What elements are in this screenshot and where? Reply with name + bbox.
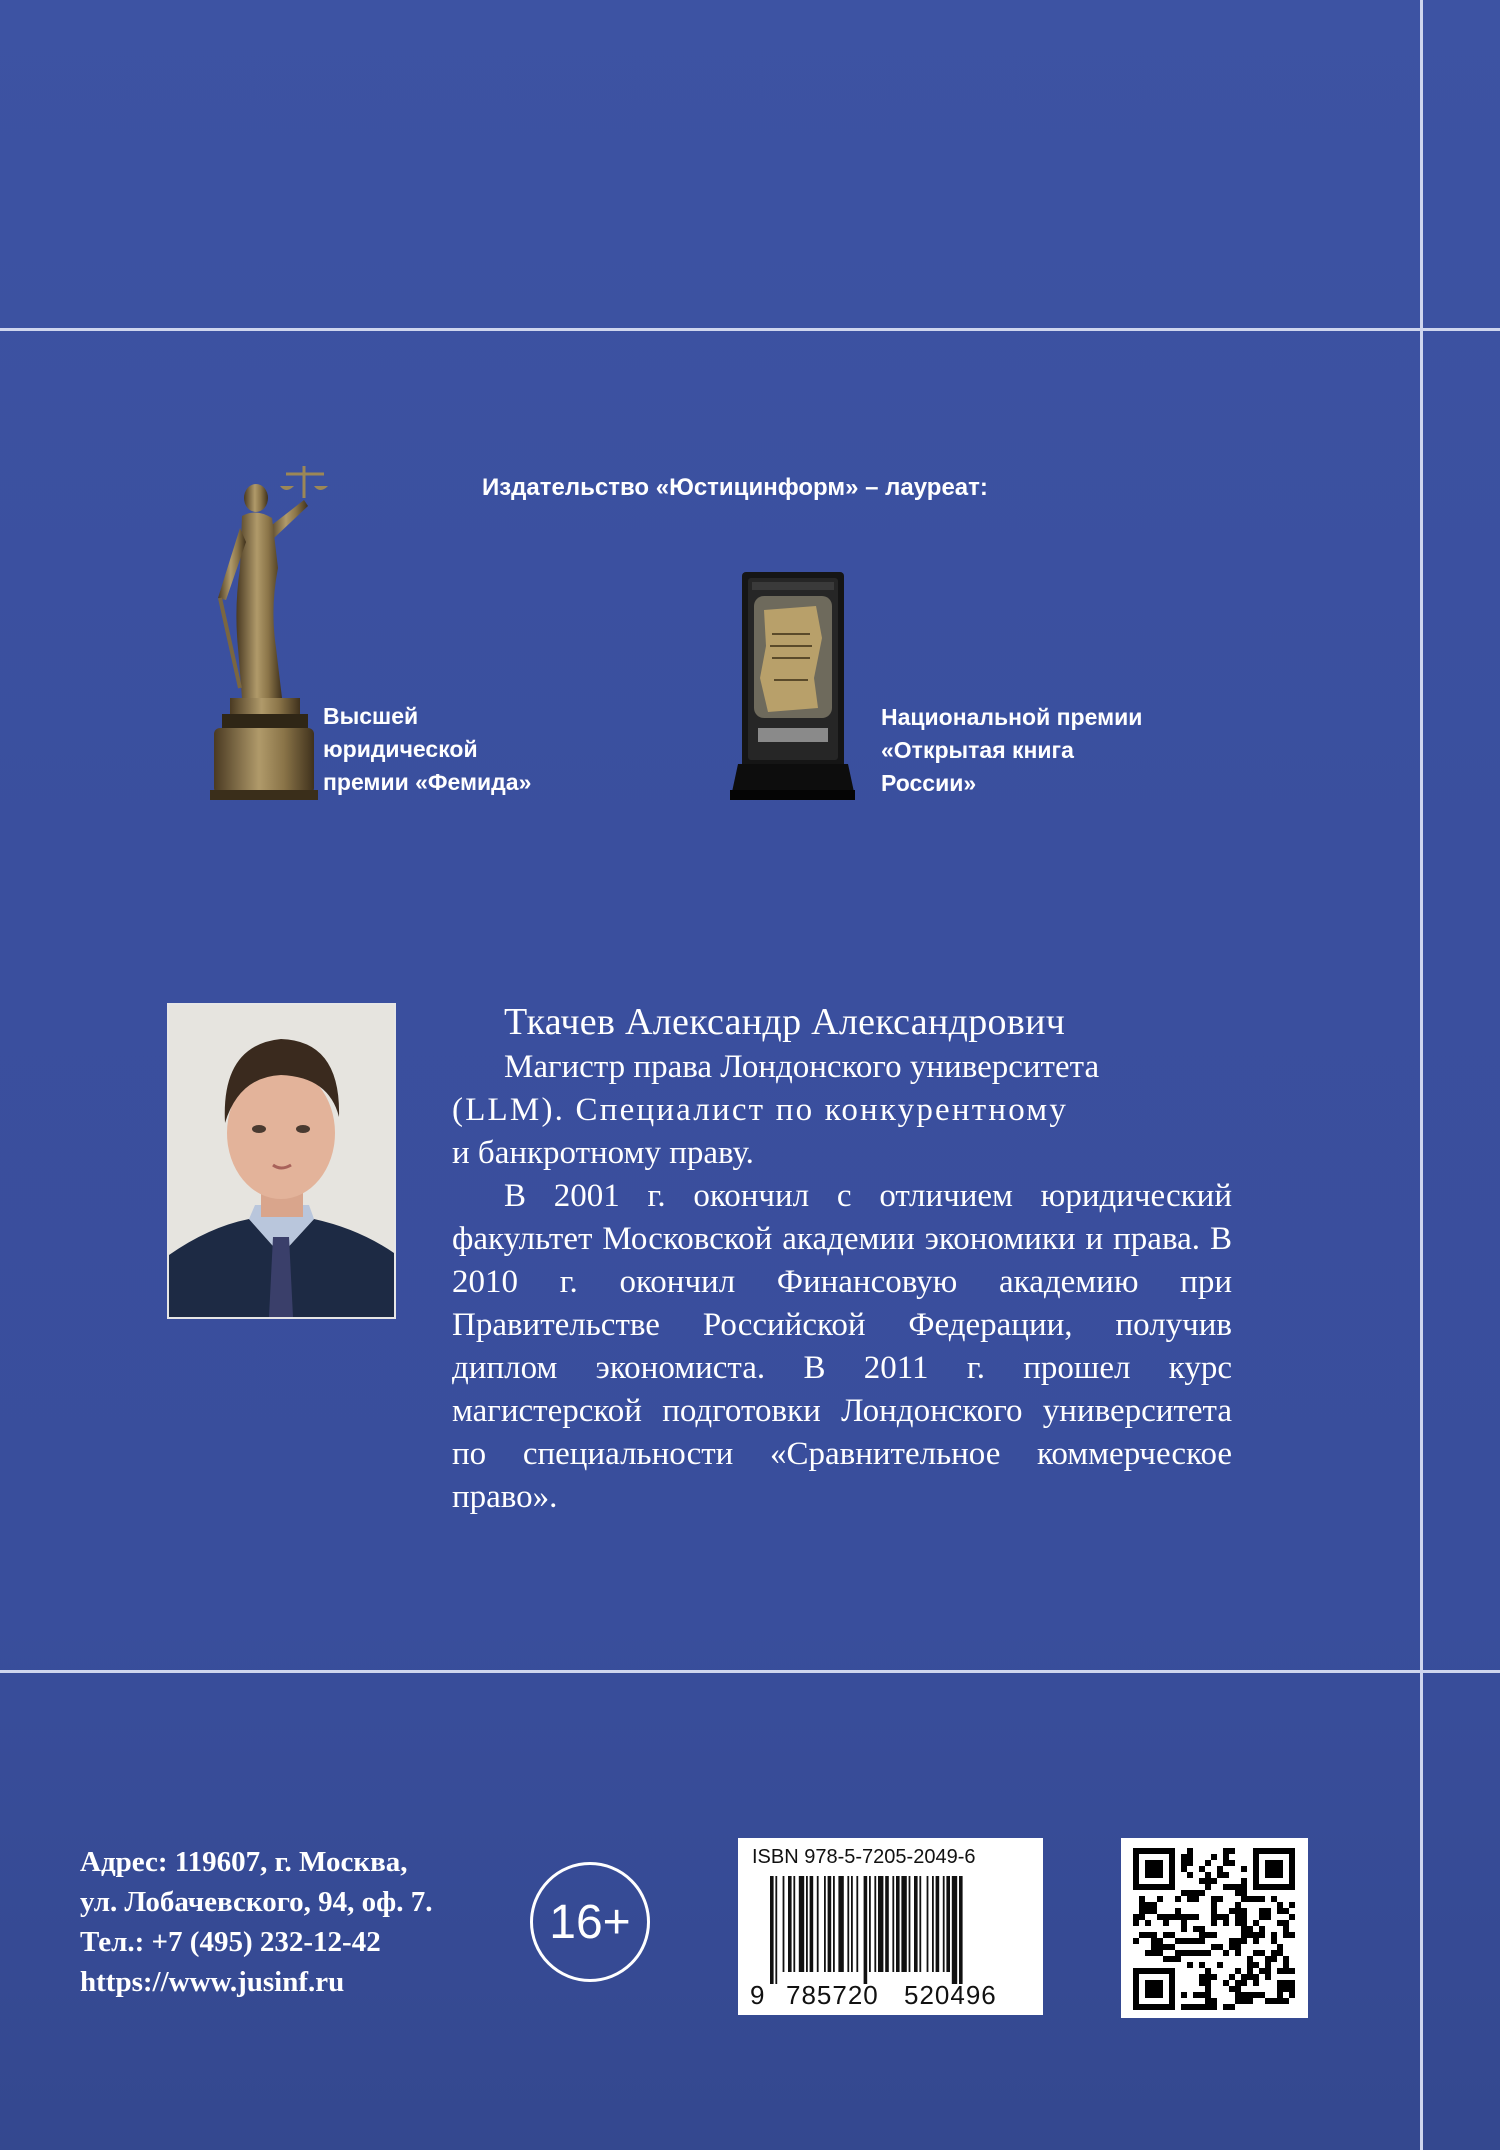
qr-module: [1259, 1950, 1265, 1956]
qr-module: [1211, 1914, 1217, 1920]
qr-module: [1247, 1956, 1253, 1962]
qr-module: [1157, 1914, 1163, 1920]
barcode-bar: [943, 1876, 945, 1972]
qr-module: [1133, 1920, 1139, 1926]
qr-module: [1145, 1950, 1151, 1956]
qr-module: [1235, 1914, 1241, 1920]
qr-module: [1217, 1896, 1223, 1902]
age-rating-badge: 16+: [530, 1862, 650, 1982]
qr-module: [1175, 1938, 1181, 1944]
qr-module: [1223, 1920, 1229, 1926]
qr-module: [1145, 1902, 1151, 1908]
qr-module: [1241, 1938, 1247, 1944]
qr-module: [1199, 1950, 1205, 1956]
qr-module: [1151, 1938, 1157, 1944]
qr-module: [1265, 1914, 1271, 1920]
qr-module: [1229, 1884, 1235, 1890]
qr-module: [1223, 1884, 1229, 1890]
barcode-bar: [874, 1876, 876, 1972]
qr-code: [1121, 1838, 1308, 2018]
qr-module: [1235, 1920, 1241, 1926]
qr-module: [1181, 1920, 1187, 1926]
qr-module: [1277, 1986, 1283, 1992]
open-book-caption-line: России»: [881, 770, 977, 796]
qr-module: [1205, 1950, 1211, 1956]
qr-module: [1235, 1950, 1241, 1956]
qr-module: [1139, 1908, 1145, 1914]
qr-module: [1175, 1956, 1181, 1962]
qr-module: [1235, 1938, 1241, 1944]
femida-award-caption: [323, 700, 531, 799]
qr-module: [1289, 1932, 1295, 1938]
qr-module: [1205, 1986, 1211, 1992]
qr-module: [1265, 1908, 1271, 1914]
qr-module: [1199, 1926, 1205, 1932]
qr-module: [1205, 1998, 1211, 2004]
qr-module: [1223, 1872, 1229, 1878]
femida-caption-line: юридической: [323, 736, 478, 762]
phone-number: Тел.: +7 (495) 232-12-42: [80, 1926, 381, 1958]
qr-module: [1247, 1932, 1253, 1938]
qr-module: [1223, 1860, 1229, 1866]
qr-module: [1289, 1992, 1295, 1998]
qr-module: [1211, 1944, 1217, 1950]
qr-module: [1193, 1950, 1199, 1956]
qr-module: [1259, 1914, 1265, 1920]
bio-line: и банкротному праву.: [452, 1135, 754, 1171]
qr-module: [1163, 1956, 1169, 1962]
qr-module: [1229, 1944, 1235, 1950]
isbn-label: ISBN 978-5-7205-2049-6: [752, 1846, 976, 1868]
barcode-bar: [851, 1876, 853, 1972]
qr-module: [1199, 1980, 1205, 1986]
qr-module: [1139, 1896, 1145, 1902]
qr-module: [1151, 1908, 1157, 1914]
open-book-trophy-icon: [730, 568, 855, 800]
qr-module: [1205, 1878, 1211, 1884]
qr-module: [1289, 1968, 1295, 1974]
qr-module: [1229, 1938, 1235, 1944]
qr-module: [1277, 1944, 1283, 1950]
qr-module: [1241, 1878, 1247, 1884]
barcode-bar: [885, 1876, 889, 1972]
barcode-bar: [919, 1876, 921, 1972]
qr-module: [1259, 1992, 1265, 1998]
qr-module: [1265, 1968, 1271, 1974]
qr-module: [1253, 1938, 1259, 1944]
barcode-bar: [959, 1876, 963, 1984]
qr-module: [1283, 1962, 1289, 1968]
qr-module: [1253, 1950, 1259, 1956]
qr-module: [1253, 1896, 1259, 1902]
qr-module: [1187, 1854, 1193, 1860]
qr-module: [1181, 1992, 1187, 1998]
qr-module: [1229, 1974, 1235, 1980]
top-horizontal-rule: [0, 328, 1500, 331]
barcode-bar: [936, 1876, 940, 1972]
barcode-bar: [869, 1876, 871, 1972]
qr-module: [1241, 1980, 1247, 1986]
qr-module: [1241, 1896, 1247, 1902]
qr-module: [1175, 1908, 1181, 1914]
qr-module: [1163, 1914, 1169, 1920]
qr-module: [1145, 1980, 1163, 1998]
qr-module: [1253, 1992, 1259, 1998]
qr-module: [1283, 1956, 1289, 1962]
qr-module: [1151, 1902, 1157, 1908]
address-line: ул. Лобачевского, 94, оф. 7.: [80, 1886, 433, 1918]
qr-module: [1247, 1998, 1253, 2004]
qr-module: [1265, 1974, 1271, 1980]
barcode-bar: [793, 1876, 795, 1972]
qr-module: [1235, 1992, 1241, 1998]
femida-caption-line: премии «Фемида»: [323, 769, 532, 795]
qr-module: [1217, 1944, 1223, 1950]
barcode-bar: [775, 1876, 777, 1984]
qr-module: [1217, 1866, 1223, 1872]
qr-module: [1193, 1914, 1199, 1920]
bottom-horizontal-rule: [0, 1670, 1500, 1673]
qr-module: [1211, 1878, 1217, 1884]
qr-module: [1271, 1998, 1277, 2004]
qr-module: [1277, 1998, 1283, 2004]
qr-module: [1133, 1938, 1139, 1944]
qr-module: [1247, 1896, 1253, 1902]
qr-module: [1289, 1902, 1295, 1908]
qr-module: [1229, 1986, 1235, 1992]
qr-module: [1283, 1920, 1289, 1926]
qr-module: [1205, 1980, 1211, 1986]
qr-module: [1289, 1980, 1295, 1986]
qr-module: [1283, 1932, 1289, 1938]
qr-module: [1277, 1920, 1283, 1926]
qr-module: [1283, 1980, 1289, 1986]
qr-module: [1211, 1932, 1217, 1938]
qr-module: [1187, 1938, 1193, 1944]
qr-code-icon: [1133, 1848, 1295, 2010]
barcode-bar: [901, 1876, 906, 1972]
qr-module: [1241, 1998, 1247, 2004]
barcode-bar: [828, 1876, 832, 1972]
qr-module: [1199, 1932, 1205, 1938]
qr-module: [1139, 1914, 1145, 1920]
qr-module: [1241, 1974, 1247, 1980]
qr-module: [1181, 1914, 1187, 1920]
qr-module: [1235, 1980, 1241, 1986]
qr-module: [1187, 1896, 1193, 1902]
qr-module: [1271, 1896, 1277, 1902]
qr-module: [1283, 1926, 1289, 1932]
qr-module: [1241, 1890, 1247, 1896]
qr-module: [1175, 1914, 1181, 1920]
qr-module: [1217, 1962, 1223, 1968]
qr-module: [1211, 2004, 1217, 2010]
qr-module: [1151, 1950, 1157, 1956]
qr-module: [1199, 1866, 1205, 1872]
qr-module: [1271, 1950, 1277, 1956]
qr-module: [1217, 1872, 1223, 1878]
qr-module: [1205, 1872, 1211, 1878]
barcode-bar: [817, 1876, 819, 1972]
qr-module: [1199, 1974, 1205, 1980]
qr-module: [1157, 1896, 1163, 1902]
barcode-bar: [864, 1876, 868, 1984]
qr-module: [1199, 1992, 1205, 1998]
qr-module: [1199, 1890, 1205, 1896]
qr-module: [1235, 1968, 1241, 1974]
qr-module: [1157, 1950, 1163, 1956]
open-book-caption-line: «Открытая книга: [881, 737, 1074, 763]
qr-module: [1169, 1944, 1175, 1950]
qr-module: [1169, 1956, 1175, 1962]
qr-module: [1253, 1980, 1259, 1986]
qr-module: [1259, 1926, 1265, 1932]
qr-module: [1193, 1926, 1199, 1932]
qr-module: [1247, 1968, 1253, 1974]
publisher-contacts: [80, 1842, 432, 2002]
barcode-bar: [914, 1876, 918, 1972]
qr-module: [1205, 1884, 1211, 1890]
qr-module: [1241, 1920, 1247, 1926]
qr-module: [1265, 1962, 1271, 1968]
barcode-digits-right: 520496: [904, 1980, 997, 2010]
qr-module: [1223, 1854, 1229, 1860]
qr-module: [1181, 1854, 1187, 1860]
qr-module: [1187, 2004, 1193, 2010]
barcode-bar: [806, 1876, 808, 1972]
qr-module: [1193, 1992, 1199, 1998]
qr-module: [1181, 1890, 1187, 1896]
barcode-bar: [927, 1876, 929, 1972]
qr-module: [1277, 1908, 1283, 1914]
qr-module: [1193, 1890, 1199, 1896]
barcode-digits-left: 785720: [786, 1980, 879, 2010]
qr-module: [1187, 1890, 1193, 1896]
qr-module: [1235, 1986, 1241, 1992]
qr-module: [1265, 1998, 1271, 2004]
qr-module: [1241, 1926, 1247, 1932]
qr-module: [1205, 1860, 1211, 1866]
qr-module: [1199, 1938, 1205, 1944]
qr-module: [1241, 1866, 1247, 1872]
qr-module: [1187, 1962, 1193, 1968]
qr-module: [1277, 1992, 1283, 1998]
barcode-digit-first: 9: [750, 1980, 765, 2010]
qr-module: [1289, 1914, 1295, 1920]
qr-module: [1157, 1944, 1163, 1950]
qr-module: [1211, 1896, 1217, 1902]
qr-module: [1235, 1908, 1241, 1914]
barcode-bar: [770, 1876, 774, 1984]
qr-module: [1169, 1932, 1175, 1938]
qr-module: [1289, 1986, 1295, 1992]
barcode-bar: [952, 1876, 957, 1984]
qr-module: [1223, 1914, 1229, 1920]
qr-module: [1229, 2004, 1235, 2010]
author-name: Ткачев Александр Александрович: [504, 1001, 1066, 1043]
qr-module: [1187, 1872, 1193, 1878]
barcode-bar: [824, 1876, 826, 1972]
qr-module: [1253, 1962, 1259, 1968]
qr-module: [1163, 1944, 1169, 1950]
qr-module: [1193, 2004, 1199, 2010]
qr-module: [1181, 1950, 1187, 1956]
open-book-caption-line: Национальной премии: [881, 704, 1143, 730]
qr-module: [1211, 1920, 1217, 1926]
qr-module: [1145, 1920, 1151, 1926]
femida-statue-icon: [200, 458, 340, 803]
qr-module: [1283, 1998, 1289, 2004]
qr-module: [1205, 2004, 1211, 2010]
barcode-bar: [878, 1876, 883, 1972]
qr-module: [1181, 2004, 1187, 2010]
qr-module: [1205, 1932, 1211, 1938]
address-line: Адрес: 119607, г. Москва,: [80, 1846, 408, 1878]
qr-module: [1211, 1908, 1217, 1914]
qr-module: [1205, 1974, 1211, 1980]
qr-module: [1235, 1944, 1241, 1950]
qr-module: [1259, 1968, 1265, 1974]
barcode-bar: [892, 1876, 894, 1972]
qr-module: [1199, 1878, 1205, 1884]
qr-module: [1241, 1884, 1247, 1890]
qr-module: [1283, 1986, 1289, 1992]
qr-module: [1271, 1956, 1277, 1962]
qr-module: [1139, 1932, 1145, 1938]
qr-module: [1223, 2004, 1229, 2010]
qr-module: [1283, 1908, 1289, 1914]
barcode-bar: [847, 1876, 849, 1972]
qr-module: [1265, 1860, 1283, 1878]
qr-module: [1247, 1926, 1253, 1932]
barcode-bar: [799, 1876, 804, 1972]
qr-module: [1259, 1932, 1265, 1938]
qr-module: [1223, 1848, 1229, 1854]
bio-paragraph: В 2001 г. окончил с отличием юридический факультет Московской академии экономики и права. В 2010 г. окончил Финансовую академию при Правительстве Российской Федерации, получив диплом экономиста. В 2011 г. прошел курс магистерской подготовки Лондонского университета по специальности «Сравнительное коммерческое право».: [452, 1178, 1232, 1515]
qr-module: [1199, 1962, 1205, 1968]
qr-module: [1193, 1896, 1199, 1902]
qr-module: [1145, 1932, 1151, 1938]
qr-module: [1277, 1902, 1283, 1908]
qr-module: [1187, 1914, 1193, 1920]
qr-module: [1271, 1938, 1277, 1944]
author-photo: [167, 1003, 396, 1319]
barcode-bar: [909, 1876, 911, 1972]
barcode-bars: [768, 1876, 1018, 1986]
qr-module: [1235, 1884, 1241, 1890]
qr-module: [1175, 1950, 1181, 1956]
qr-module: [1235, 1890, 1241, 1896]
barcode-bar: [783, 1876, 785, 1972]
qr-module: [1211, 1854, 1217, 1860]
qr-module: [1139, 1902, 1145, 1908]
qr-module: [1205, 1968, 1211, 1974]
qr-module: [1181, 1860, 1187, 1866]
qr-module: [1211, 1998, 1217, 2004]
qr-module: [1187, 1950, 1193, 1956]
qr-module: [1277, 1950, 1283, 1956]
qr-module: [1247, 1962, 1253, 1968]
qr-module: [1253, 1932, 1259, 1938]
qr-module: [1181, 1926, 1187, 1932]
qr-module: [1205, 1992, 1211, 1998]
qr-module: [1163, 1932, 1169, 1938]
bio-line: Магистр права Лондонского университета: [504, 1049, 1100, 1085]
qr-module: [1253, 1920, 1259, 1926]
open-book-award-caption: [881, 701, 1142, 800]
qr-module: [1229, 1860, 1235, 1866]
qr-module: [1187, 1860, 1193, 1866]
qr-module: [1217, 1914, 1223, 1920]
barcode-bar: [838, 1876, 843, 1972]
qr-module: [1241, 1932, 1247, 1938]
qr-module: [1181, 1866, 1187, 1872]
qr-module: [1283, 1968, 1289, 1974]
qr-module: [1145, 1860, 1163, 1878]
qr-module: [1259, 1908, 1265, 1914]
qr-module: [1211, 1902, 1217, 1908]
qr-module: [1151, 1932, 1157, 1938]
qr-module: [1229, 1848, 1235, 1854]
qr-module: [1223, 1950, 1229, 1956]
barcode-bar: [946, 1876, 950, 1972]
bio-line: (LLM). Специалист по конкурентному: [452, 1092, 1069, 1128]
qr-module: [1145, 1908, 1151, 1914]
qr-module: [1181, 1938, 1187, 1944]
qr-module: [1157, 1938, 1163, 1944]
qr-module: [1133, 1914, 1139, 1920]
isbn-barcode: [738, 1838, 1043, 2015]
barcode-bar: [788, 1876, 792, 1972]
qr-module: [1247, 1992, 1253, 1998]
laureate-heading: Издательство «Юстицинформ» – лауреат:: [482, 474, 988, 501]
barcode-bar: [896, 1876, 900, 1972]
barcode-bar: [856, 1876, 858, 1972]
qr-module: [1151, 1944, 1157, 1950]
qr-module: [1277, 1980, 1283, 1986]
right-vertical-rule: [1420, 0, 1423, 2150]
qr-module: [1199, 2004, 1205, 2010]
qr-module: [1235, 1902, 1241, 1908]
qr-module: [1211, 1974, 1217, 1980]
qr-module: [1163, 1920, 1169, 1926]
qr-module: [1241, 1908, 1247, 1914]
qr-module: [1223, 1980, 1229, 1986]
qr-module: [1229, 1908, 1235, 1914]
qr-module: [1271, 1932, 1277, 1938]
femida-caption-line: Высшей: [323, 703, 419, 729]
qr-module: [1193, 1938, 1199, 1944]
qr-module: [1277, 1968, 1283, 1974]
website-link[interactable]: https://www.jusinf.ru: [80, 1966, 345, 1998]
qr-module: [1259, 1896, 1265, 1902]
qr-module: [1175, 1896, 1181, 1902]
barcode-bar: [833, 1876, 835, 1972]
qr-module: [1253, 1974, 1259, 1980]
author-bio: [452, 998, 1232, 1519]
qr-module: [1247, 1974, 1253, 1980]
barcode-bar: [932, 1876, 934, 1972]
qr-module: [1187, 1848, 1193, 1854]
qr-module: [1235, 1998, 1241, 2004]
qr-module: [1265, 1956, 1271, 1962]
qr-module: [1241, 1914, 1247, 1920]
qr-module: [1169, 1914, 1175, 1920]
barcode-bar: [810, 1876, 814, 1972]
qr-module: [1241, 1992, 1247, 1998]
